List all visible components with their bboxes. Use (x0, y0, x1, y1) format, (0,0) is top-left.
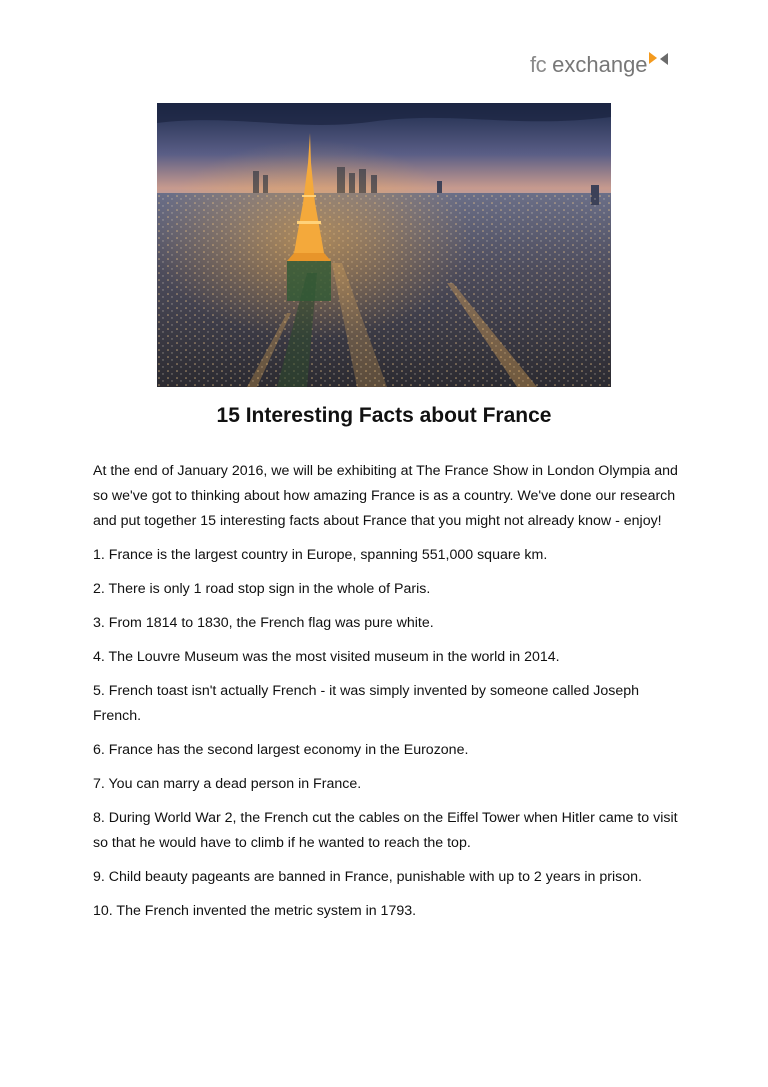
intro-paragraph: At the end of January 2016, we will be exhibiting at The France Show in London Olympia and so we've got to thinking about how amazing France is as a country. We've done our research and put together 15 interesting facts about France that you might not already know - enjoy! (93, 463, 678, 529)
page-title: 15 Interesting Facts about France (216, 404, 552, 427)
logo-fc-text: fc (530, 52, 547, 77)
hero-image (157, 103, 611, 387)
fact-item: 7. You can marry a dead person in France. (93, 776, 362, 792)
fact-item: 6. France has the second largest economy in the Eurozone. (93, 742, 469, 758)
brand-logo (530, 50, 669, 80)
fact-item: 2. There is only 1 road stop sign in the whole of Paris. (93, 581, 431, 597)
fact-item: 5. French toast isn't actually French - it was simply invented by someone called Joseph French. (93, 683, 640, 724)
fact-item: 4. The Louvre Museum was the most visited museum in the world in 2014. (93, 649, 560, 665)
logo-arrow-icon (649, 52, 669, 68)
article-body (93, 459, 683, 933)
paris-night-photo (157, 103, 611, 387)
fact-item: 8. During World War 2, the French cut the cables on the Eiffel Tower when Hitler came to visit so that he would have to climb if he wanted to reach the top. (93, 810, 678, 851)
fact-item: 10. The French invented the metric system in 1793. (93, 903, 417, 919)
fact-item: 3. From 1814 to 1830, the French flag was pure white. (93, 615, 434, 631)
fact-item: 1. France is the largest country in Europe, spanning 551,000 square km. (93, 547, 548, 563)
logo-exchange-text: exchange (552, 52, 648, 77)
fact-item: 9. Child beauty pageants are banned in France, punishable with up to 2 years in prison. (93, 869, 642, 885)
